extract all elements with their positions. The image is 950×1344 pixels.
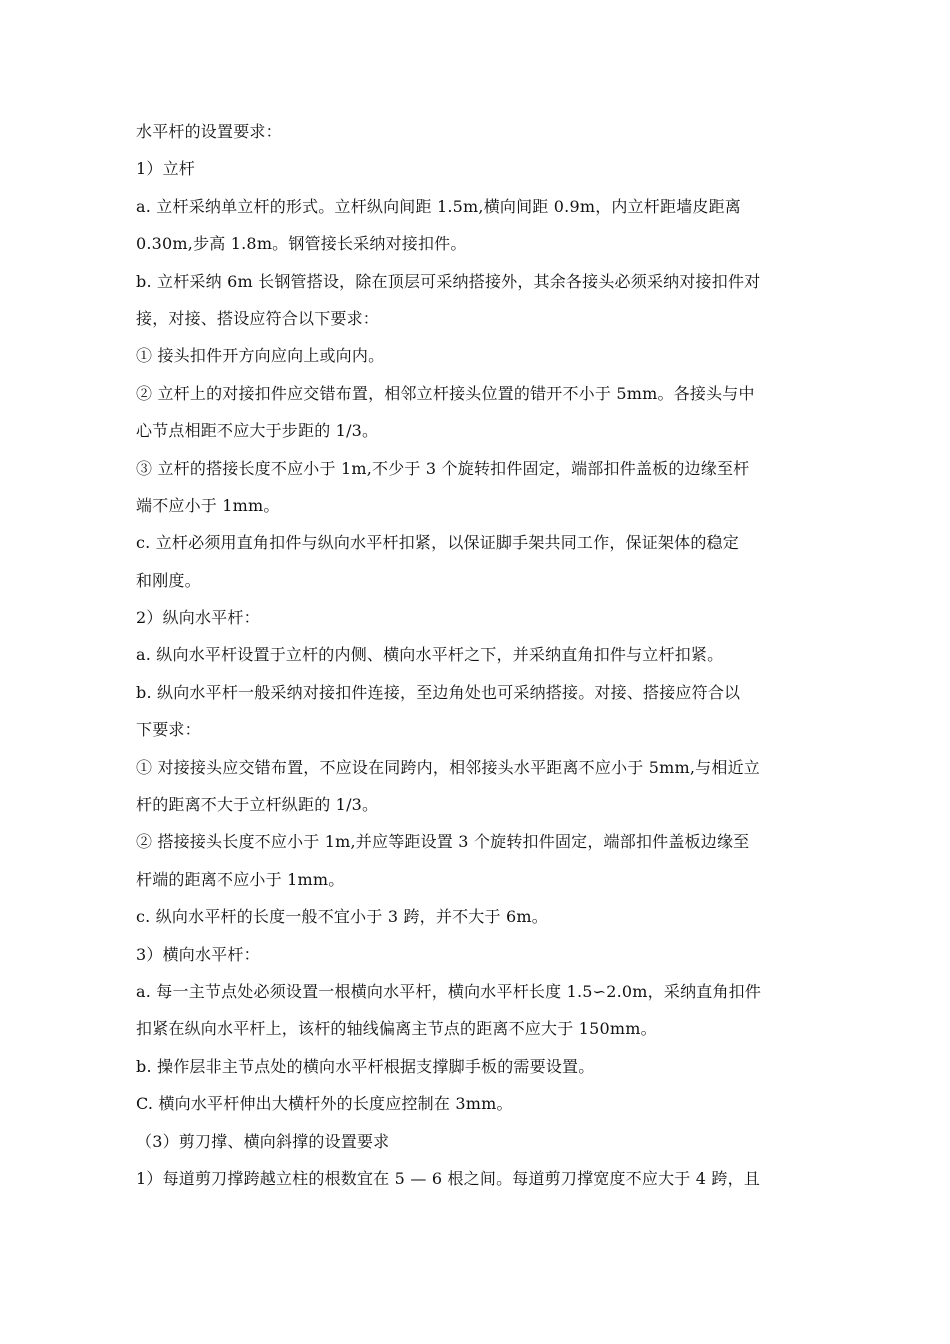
paragraph-line: 扣紧在纵向水平杆上，该杆的轴线偏离主节点的距离不应大于 150mm。 <box>136 1019 657 1039</box>
paragraph-line: b. 立杆采纳 6m 长钢管搭设，除在顶层可采纳搭接外，其余各接头必须采纳对接扣件对 <box>136 271 761 291</box>
paragraph-line: a. 纵向水平杆设置于立杆的内侧、横向水平杆之下，并采纳直角扣件与立杆扣紧。 <box>136 645 724 665</box>
paragraph-line: C. 横向水平杆伸出大横杆外的长度应控制在 3mm。 <box>136 1094 513 1114</box>
subheading-longitudinal-bar: 2）纵向水平杆： <box>136 608 260 628</box>
list-item-line: ② 立杆上的对接扣件应交错布置，相邻立杆接头位置的错开不小于 5mm。各接头与中 <box>136 383 755 403</box>
document-body <box>136 113 826 1197</box>
list-item-line: 心节点相距不应大于步距的 1/3。 <box>136 421 379 441</box>
list-item-line: 杆端的距离不应小于 1mm。 <box>136 869 345 889</box>
paragraph-line: c. 立杆必须用直角扣件与纵向水平杆扣紧，以保证脚手架共同工作，保证架体的稳定 <box>136 533 739 553</box>
paragraph-line: b. 操作层非主节点处的横向水平杆根据支撑脚手板的需要设置。 <box>136 1056 595 1076</box>
paragraph-line: 1）每道剪刀撑跨越立柱的根数宜在 5 — 6 根之间。每道剪刀撑宽度不应大于 4 跨，且 <box>136 1168 761 1188</box>
list-item-line: ① 接头扣件开方向应向上或向内。 <box>136 346 385 366</box>
paragraph-line: a. 立杆采纳单立杆的形式。立杆纵向间距 1.5m,横向间距 0.9m，内立杆距墙皮距离 <box>136 196 742 216</box>
list-item-line: ③ 立杆的搭接长度不应小于 1m,不少于 3 个旋转扣件固定，端部扣件盖板的边缘至杆 <box>136 458 750 478</box>
list-item-line: ① 对接接头应交错布置，不应设在同跨内，相邻接头水平距离不应小于 5mm,与相近立 <box>136 757 760 777</box>
paragraph-line: b. 纵向水平杆一般采纳对接扣件连接，至边角处也可采纳搭接。对接、搭接应符合以 <box>136 682 741 702</box>
section-heading-bracing: （3）剪刀撑、横向斜撑的设置要求 <box>136 1131 390 1151</box>
paragraph-line: 0.30m,步高 1.8m。钢管接长采纳对接扣件。 <box>136 234 467 254</box>
subheading-upright-pole: 1）立杆 <box>136 159 195 179</box>
list-item-line: 端不应小于 1mm。 <box>136 495 280 515</box>
list-item-line: 杆的距离不大于立杆纵距的 1/3。 <box>136 795 379 815</box>
paragraph-line: a. 每一主节点处必须设置一根横向水平杆，横向水平杆长度 1.5∽2.0m，采纳直角扣件 <box>136 981 762 1001</box>
paragraph-line: 和刚度。 <box>136 570 201 590</box>
list-item-line: ② 搭接接头长度不应小于 1m,并应等距设置 3 个旋转扣件固定，端部扣件盖板边缘至 <box>136 832 750 852</box>
section-heading-horizontal-bar: 水平杆的设置要求： <box>136 122 282 141</box>
subheading-transverse-bar: 3）横向水平杆： <box>136 944 260 964</box>
paragraph-line: 接，对接、搭设应符合以下要求： <box>136 308 380 328</box>
paragraph-line: c. 纵向水平杆的长度一般不宜小于 3 跨，并不大于 6m。 <box>136 907 548 927</box>
paragraph-line: 下要求： <box>136 720 201 740</box>
